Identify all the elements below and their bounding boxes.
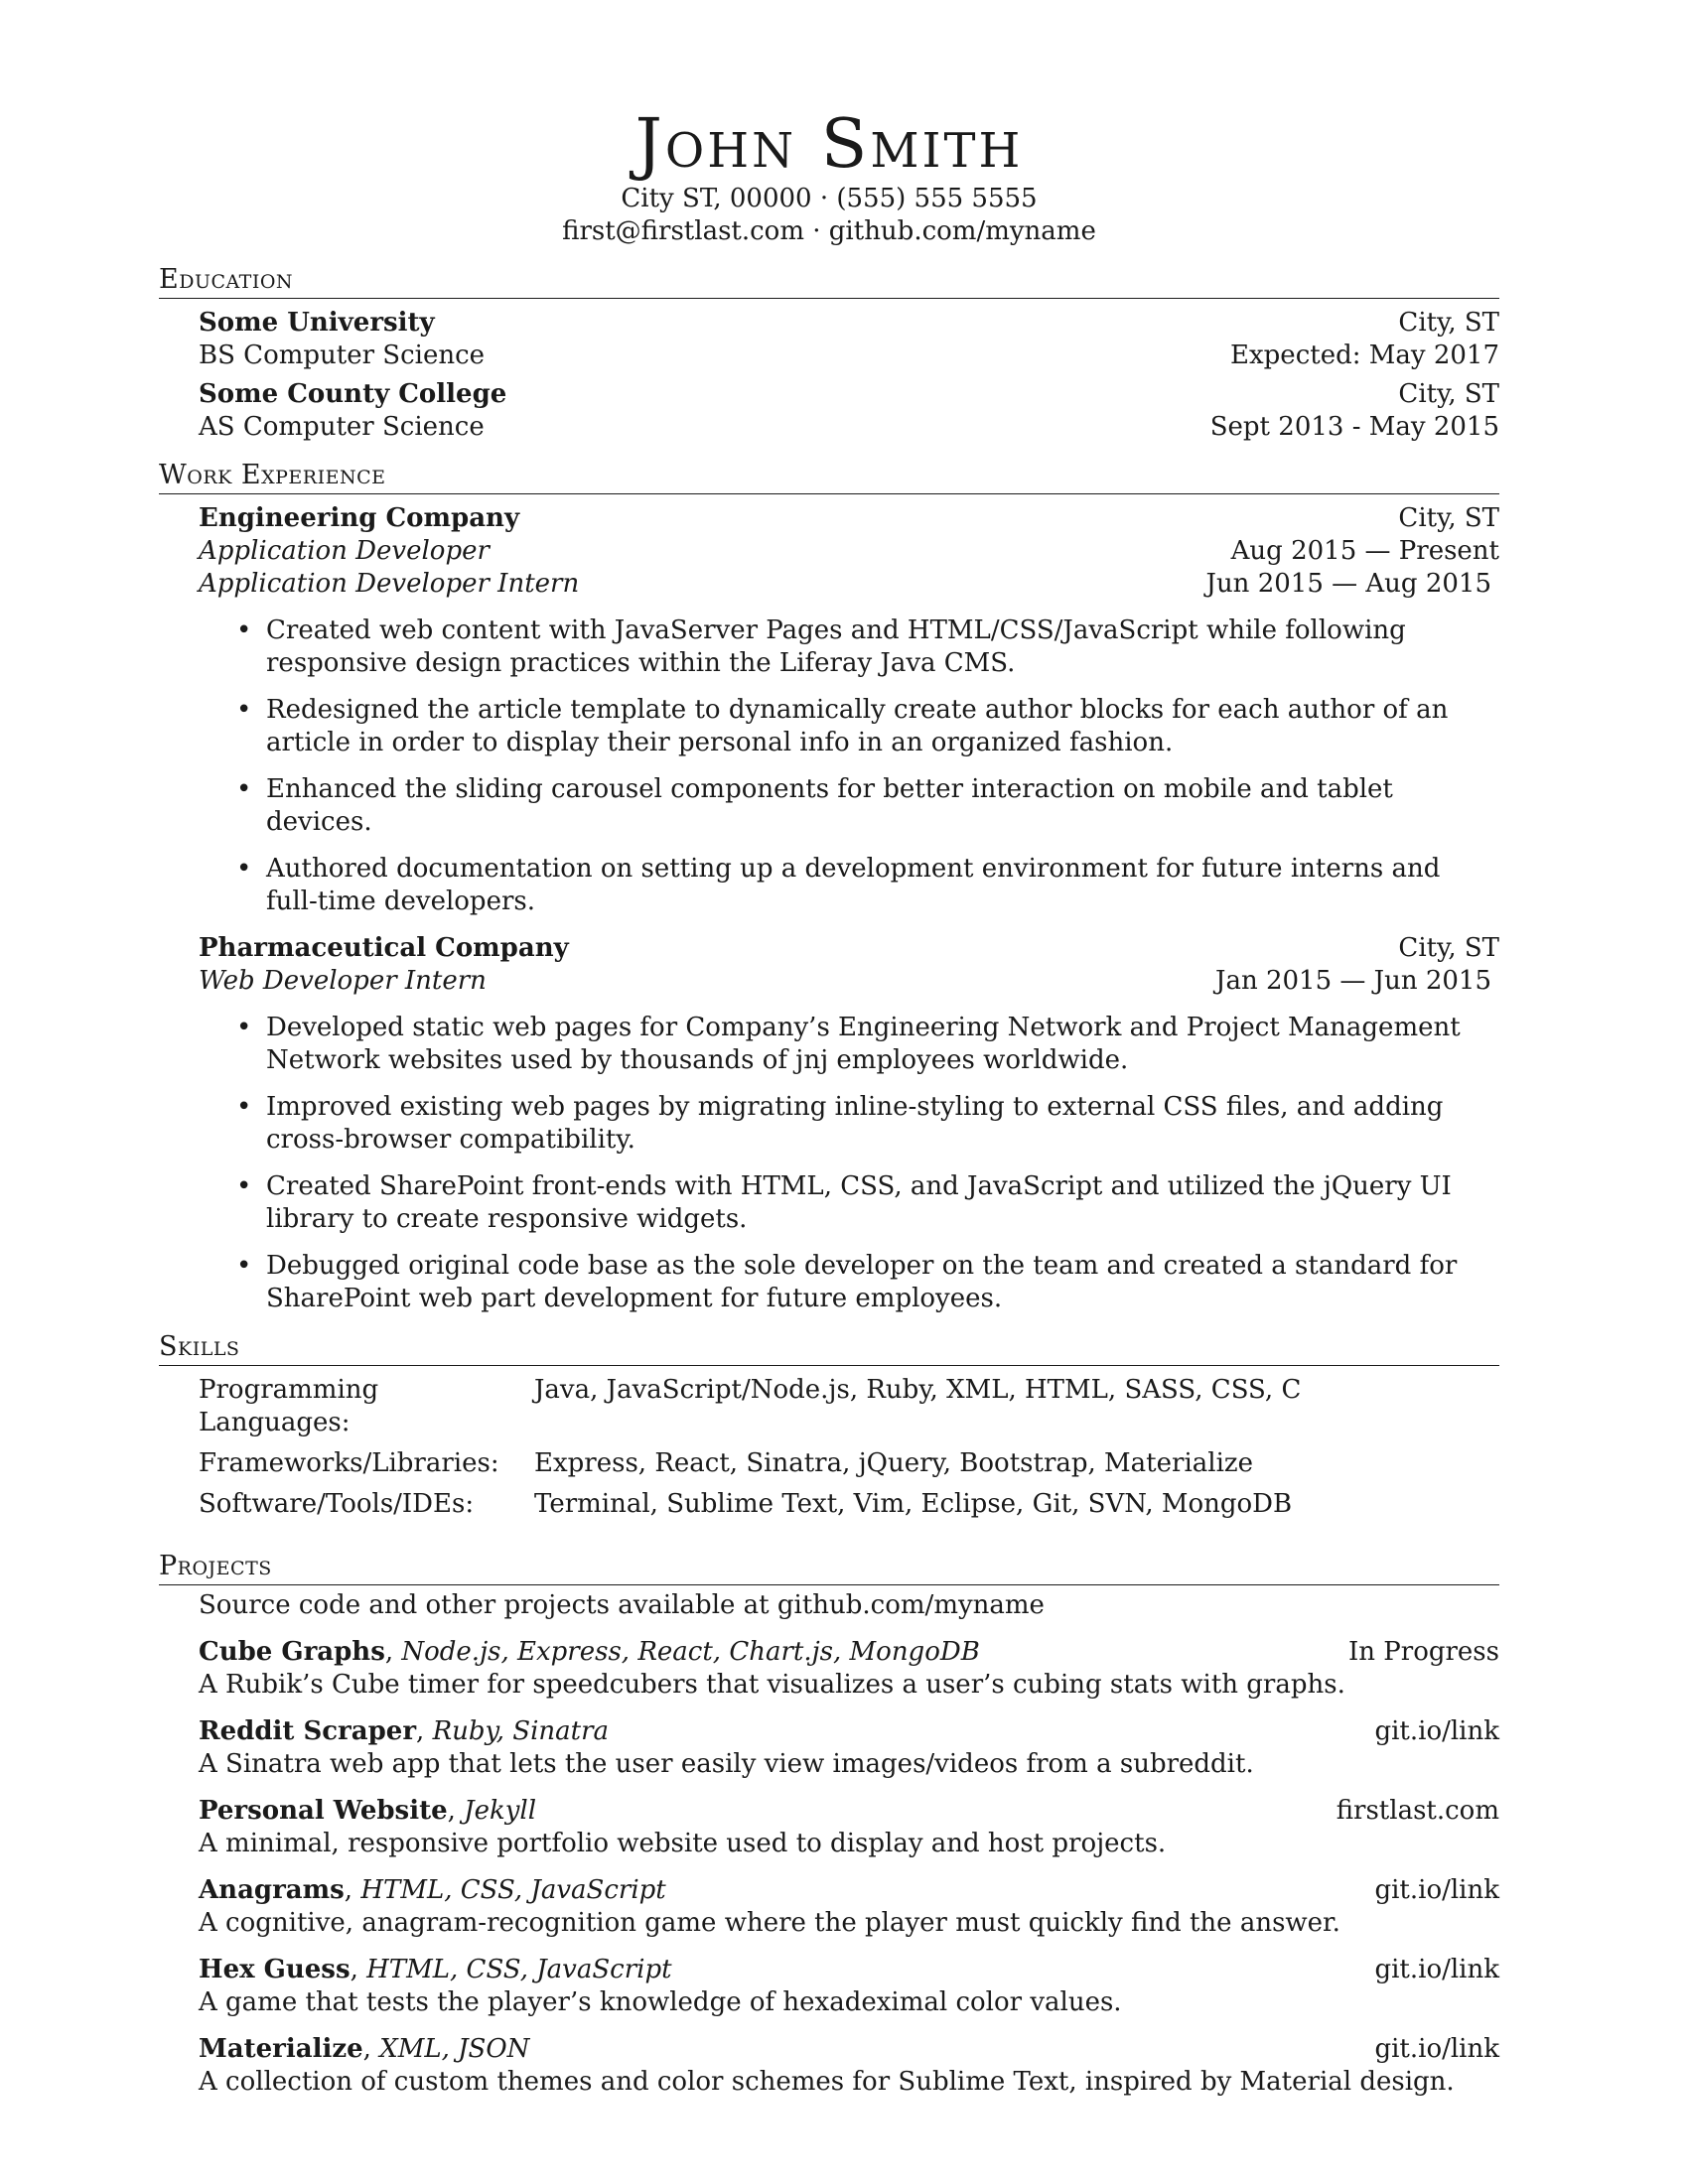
work-experience-section-title: Work Experience	[159, 460, 1499, 494]
project-link: git.io/link	[1374, 1875, 1499, 1905]
bullet-icon: •	[236, 615, 252, 645]
job-bullet-list	[199, 1012, 1499, 1315]
project-link: firstlast.com	[1336, 1796, 1499, 1826]
job-bullet: • Improved existing web pages by migrating inline-styling to external CSS files, and adding cross-browser compatibility.	[236, 1092, 1444, 1155]
projects-intro: Source code and other projects available at github.com/myname	[199, 1590, 1045, 1620]
project-entry: Anagrams, HTML, CSS, JavaScript git.io/link A cognitive, anagram-recognition game where the player must quickly find the answer.	[199, 1875, 1499, 1938]
project-name: Anagrams	[199, 1875, 345, 1905]
project-entry: Reddit Scraper, Ruby, Sinatra git.io/link A Sinatra web app that lets the user easily view images/videos from a subreddit.	[199, 1716, 1499, 1779]
skills-section-title: Skills	[159, 1331, 1499, 1366]
projects-section-title: Projects	[159, 1551, 1499, 1585]
project-link: git.io/link	[1374, 2034, 1499, 2064]
job-bullet: • Enhanced the sliding carousel components for better interaction on mobile and tablet devices.	[236, 774, 1393, 837]
company-name: Engineering Company	[199, 503, 520, 533]
job-entry	[199, 502, 1499, 918]
project-link: git.io/link	[1374, 1716, 1499, 1746]
project-name: Reddit Scraper	[199, 1716, 417, 1746]
project-description: A collection of custom themes and color schemes for Sublime Text, inspired by Material design.	[199, 2067, 1455, 2097]
contact-line-email-github: first@firstlast.com · github.com/myname	[562, 216, 1096, 246]
skill-label: Software/Tools/IDEs:	[199, 1489, 475, 1519]
job-bullet-list	[199, 614, 1499, 918]
school-location: City, ST	[1398, 308, 1499, 338]
project-tech: HTML, CSS, JavaScript	[366, 1955, 672, 1984]
bullet-icon: •	[236, 1251, 252, 1281]
job-title: Application Developer	[199, 536, 490, 566]
job-date: Aug 2015 — Present	[1230, 536, 1499, 566]
project-tech: Node.js, Express, React, Chart.js, MongoDB	[401, 1637, 980, 1667]
education-date: Sept 2013 - May 2015	[1209, 412, 1499, 442]
resume-header	[159, 107, 1499, 248]
skill-value: Terminal, Sublime Text, Vim, Eclipse, Git, SVN, MongoDB	[534, 1489, 1293, 1519]
project-tech: Jekyll	[464, 1796, 537, 1826]
skill-label: Frameworks/Libraries:	[199, 1448, 499, 1478]
bullet-icon: •	[236, 1092, 252, 1122]
job-date: Jun 2015 — Aug 2015	[1205, 569, 1491, 599]
skills-section	[159, 1331, 1499, 1521]
job-entry	[199, 932, 1499, 1315]
project-description: A Rubik’s Cube timer for speedcubers that visualizes a user’s cubing stats with graphs.	[199, 1670, 1345, 1700]
education-section	[159, 264, 1499, 444]
project-description: A game that tests the player’s knowledge of hexadeximal color values.	[199, 1987, 1122, 2017]
company-location: City, ST	[1398, 933, 1499, 963]
job-title: Web Developer Intern	[199, 966, 487, 996]
school-location: City, ST	[1398, 379, 1499, 409]
resume-document	[159, 107, 1499, 2099]
job-bullet: • Created SharePoint front-ends with HTML, CSS, and JavaScript and utilized the jQuery UI library to create responsive widgets.	[236, 1171, 1452, 1234]
degree: AS Computer Science	[199, 412, 485, 442]
project-entry: Personal Website, Jekyll firstlast.com A minimal, responsive portfolio website used to display and host projects.	[199, 1796, 1499, 1858]
job-bullet: • Debugged original code base as the sole developer on the team and created a standard for SharePoint web part development for future employees.	[236, 1251, 1458, 1313]
job-bullet: • Authored documentation on setting up a development environment for future interns and full-time developers.	[236, 854, 1441, 916]
education-entry	[199, 378, 1499, 444]
project-entry: Cube Graphs, Node.js, Express, React, Chart.js, MongoDB In Progress A Rubik’s Cube timer for speedcubers that visualizes a user’s cubing stats with graphs.	[199, 1637, 1499, 1700]
job-bullet: • Created web content with JavaServer Pages and HTML/CSS/JavaScript while following responsive design practices within the Liferay Java CMS.	[236, 615, 1406, 678]
skill-label: Programming Languages:	[199, 1375, 379, 1437]
project-entry: Materialize, XML, JSON git.io/link A collection of custom themes and color schemes for Sublime Text, inspired by Material design.	[199, 2034, 1499, 2097]
job-bullet: • Developed static web pages for Company’s Engineering Network and Project Management Network websites used by thousands of jnj employees worldwide.	[236, 1013, 1461, 1075]
skill-value: Java, JavaScript/Node.js, Ruby, XML, HTML, SASS, CSS, C	[534, 1375, 1302, 1405]
project-name: Hex Guess	[199, 1955, 351, 1984]
job-title: Application Developer Intern	[199, 569, 580, 599]
project-link: git.io/link	[1374, 1955, 1499, 1984]
school-name: Some County College	[199, 379, 507, 409]
job-bullet: • Redesigned the article template to dynamically create author blocks for each author of an article in order to display their personal info in an organized fashion.	[236, 695, 1449, 757]
company-name: Pharmaceutical Company	[199, 933, 569, 963]
project-name: Materialize	[199, 2034, 363, 2064]
company-location: City, ST	[1398, 503, 1499, 533]
work-experience-section	[159, 460, 1499, 1315]
contact-line-address-phone: City ST, 00000 · (555) 555 5555	[621, 184, 1038, 213]
bullet-icon: •	[236, 774, 252, 804]
project-name: Personal Website	[199, 1796, 448, 1826]
project-description: A minimal, responsive portfolio website used to display and host projects.	[199, 1829, 1167, 1858]
education-section-title: Education	[159, 264, 1499, 299]
project-tech: Ruby, Sinatra	[432, 1716, 610, 1746]
bullet-icon: •	[236, 1171, 252, 1201]
education-date: Expected: May 2017	[1230, 341, 1499, 370]
skills-table	[199, 1374, 1499, 1521]
project-link: In Progress	[1347, 1637, 1499, 1667]
job-date: Jan 2015 — Jun 2015	[1215, 966, 1491, 996]
projects-section	[159, 1551, 1499, 2099]
project-tech: HTML, CSS, JavaScript	[360, 1875, 666, 1905]
project-description: A cognitive, anagram-recognition game where the player must quickly find the answer.	[199, 1908, 1340, 1938]
candidate-name: John Smith	[634, 105, 1024, 184]
project-name: Cube Graphs	[199, 1637, 385, 1667]
project-tech: XML, JSON	[379, 2034, 530, 2064]
project-description: A Sinatra web app that lets the user easily view images/videos from a subreddit.	[199, 1749, 1254, 1779]
bullet-icon: •	[236, 854, 252, 884]
skill-value: Express, React, Sinatra, jQuery, Bootstrap, Materialize	[534, 1448, 1253, 1478]
bullet-icon: •	[236, 1013, 252, 1042]
project-entry: Hex Guess, HTML, CSS, JavaScript git.io/link A game that tests the player’s knowledge of hexadeximal color values.	[199, 1955, 1499, 2017]
education-entry	[199, 307, 1499, 372]
school-name: Some University	[199, 308, 435, 338]
degree: BS Computer Science	[199, 341, 486, 370]
bullet-icon: •	[236, 695, 252, 725]
